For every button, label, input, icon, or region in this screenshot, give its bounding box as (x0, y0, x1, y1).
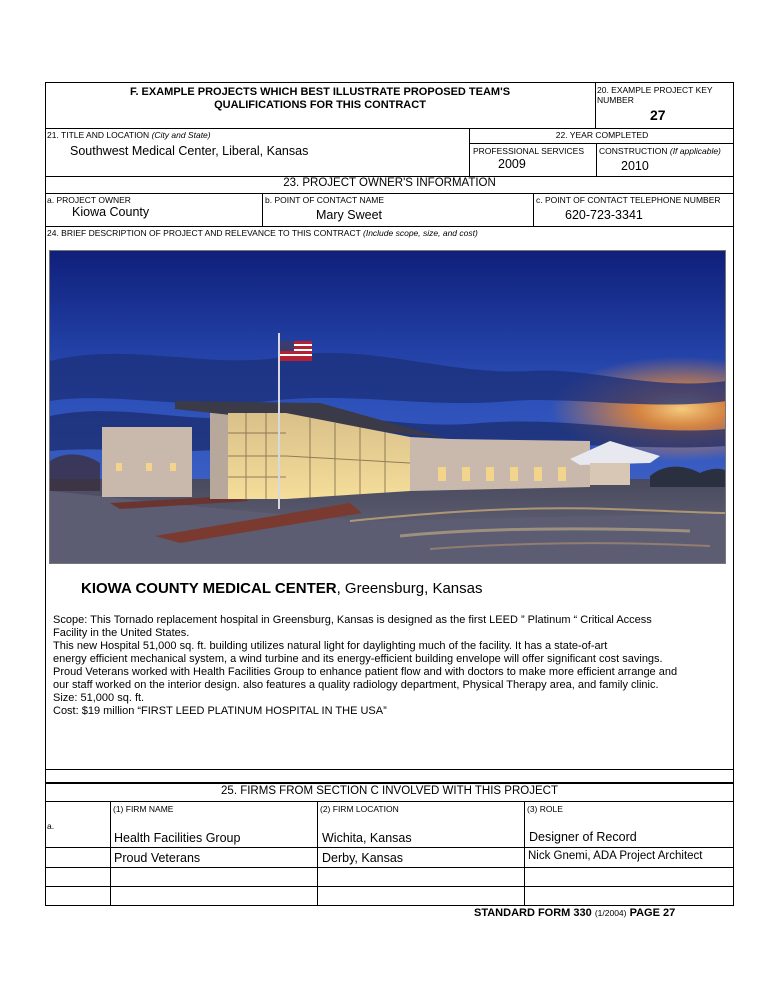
firm-role: Designer of Record (529, 830, 637, 844)
project-photo (49, 250, 726, 564)
firms-heading: 25. FIRMS FROM SECTION C INVOLVED WITH THIS PROJECT (221, 785, 558, 797)
project-location: , Greensburg, Kansas (336, 580, 483, 597)
divider (45, 782, 734, 784)
hospital-exterior-illustration (50, 251, 726, 564)
divider (45, 128, 734, 129)
firm-role-header: (3) ROLE (527, 804, 563, 814)
divider (45, 886, 734, 887)
divider (45, 801, 734, 802)
divider (469, 143, 734, 144)
project-name: KIOWA COUNTY MEDICAL CENTER (81, 580, 337, 597)
contact-name-value: Mary Sweet (316, 208, 382, 222)
divider (110, 801, 111, 906)
owner-info-heading: 23. PROJECT OWNER'S INFORMATION (283, 177, 496, 189)
divider (45, 226, 734, 227)
professional-services-label: PROFESSIONAL SERVICES (473, 146, 585, 156)
description-line: our staff worked on the interior design. also features a quality radiology department, Physical Therapy area, and family clinic. (53, 679, 659, 691)
firm-location: Derby, Kansas (322, 851, 404, 865)
firm-name: Health Facilities Group (114, 831, 241, 845)
divider (317, 801, 318, 906)
section-f-heading (46, 86, 594, 112)
key-number-label: 20. EXAMPLE PROJECT KEY NUMBER (597, 85, 713, 105)
firm-location-header: (2) FIRM LOCATION (320, 804, 399, 814)
form-footer: STANDARD FORM 330 (1/2004) PAGE 27 (474, 907, 676, 919)
divider (533, 193, 534, 226)
description-line: energy efficient mechanical system, a wind turbine and its energy-efficient building envelope will offer significant cost savings. (53, 653, 663, 665)
divider (45, 847, 734, 848)
description-line: Proud Veterans worked with Health Facilities Group to enhance patient flow and with doctors to make more efficient arrange and (53, 666, 678, 678)
title-location-value: Southwest Medical Center, Liberal, Kansas (70, 144, 309, 158)
description-line: Facility in the United States. (53, 627, 190, 639)
description-line: Size: 51,000 sq. ft. (53, 692, 145, 704)
description-body (53, 614, 729, 718)
construction-value: 2010 (621, 159, 649, 173)
divider (45, 193, 734, 194)
contact-name-label: b. POINT OF CONTACT NAME (265, 195, 385, 205)
project-owner-label: a. PROJECT OWNER (47, 195, 131, 205)
title-location-label: 21. TITLE AND LOCATION (City and State) (47, 130, 211, 140)
firm-name-header: (1) FIRM NAME (113, 804, 174, 814)
divider (45, 867, 734, 868)
professional-services-value: 2009 (498, 157, 526, 171)
project-owner-value: Kiowa County (72, 205, 150, 219)
firm-location: Wichita, Kansas (322, 831, 412, 845)
contact-phone-value: 620-723-3341 (565, 208, 643, 222)
divider (262, 193, 263, 226)
project-title (81, 580, 483, 597)
divider (595, 82, 596, 128)
construction-label: CONSTRUCTION (If applicable) (599, 146, 721, 156)
description-line: This new Hospital 51,000 sq. ft. building utilizes natural light for daylighting much of the facility. It has a state-of-art (53, 640, 608, 652)
row-letter: a. (47, 821, 55, 831)
section-f-heading-line2: QUALIFICATIONS FOR THIS CONTRACT (214, 99, 426, 111)
firm-role: Nick Gnemi, ADA Project Architect (528, 850, 703, 862)
description-line: Scope: This Tornado replacement hospital in Greensburg, Kansas is designed as the first LEED ” Platinum “ Critical Access (53, 614, 652, 626)
firm-name: Proud Veterans (114, 851, 201, 865)
divider (45, 769, 734, 770)
description-label: 24. BRIEF DESCRIPTION OF PROJECT AND RELEVANCE TO THIS CONTRACT (Include scope, size, and cost) (47, 228, 478, 238)
key-number-value: 27 (650, 107, 666, 123)
year-completed-label: 22. YEAR COMPLETED (555, 130, 649, 140)
section-f-heading-line1: F. EXAMPLE PROJECTS WHICH BEST ILLUSTRATE PROPOSED TEAM'S (129, 86, 511, 98)
divider (524, 801, 525, 906)
contact-phone-label: c. POINT OF CONTACT TELEPHONE NUMBER (536, 195, 721, 205)
divider (596, 143, 597, 176)
description-line: Cost: $19 million “FIRST LEED PLATINUM HOSPITAL IN THE USA” (53, 705, 387, 717)
